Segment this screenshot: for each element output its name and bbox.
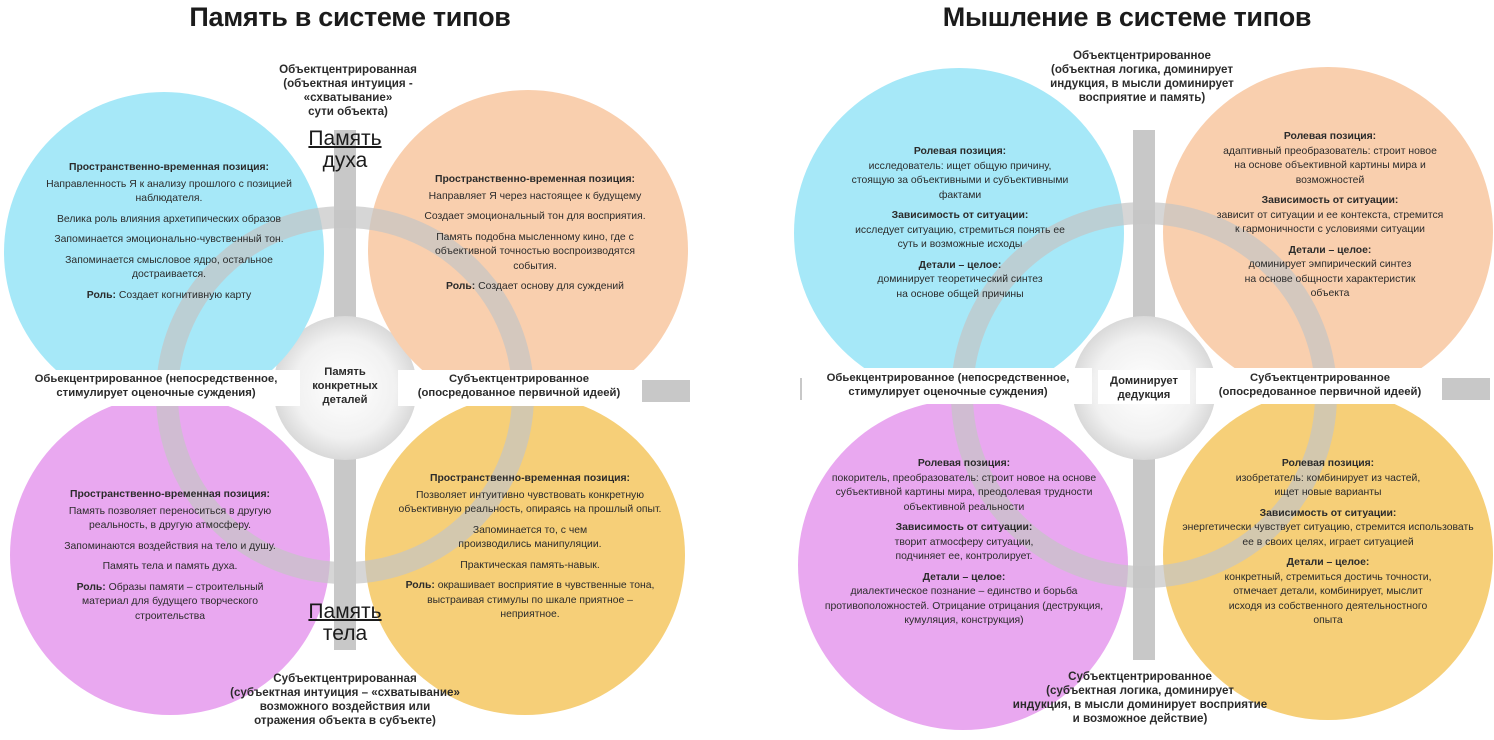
top-label-line: (объектная логика, доминирует	[1050, 63, 1234, 76]
quadrant-heading: Пространственно-временная позиция:	[68, 162, 269, 173]
axis-right-line: (опосредованное первичной идеей)	[1218, 386, 1422, 398]
memory-quadrant-bottom-left	[45, 488, 295, 630]
cross-vertical-overlay	[1133, 150, 1155, 210]
axis-left-line: Обьекцентрированное (непосредственное,	[34, 373, 278, 385]
bottom-label-line: индукция, в мысли доминирует восприятие	[1012, 698, 1268, 711]
spirit-memory-line: духа	[322, 149, 368, 172]
thinking-axis-right	[1196, 371, 1444, 399]
quadrant-role	[400, 280, 670, 295]
body-memory-label	[300, 601, 390, 645]
thinking-quadrant-bottom-right	[1180, 457, 1476, 635]
bottom-label-line: возможного воздействия или	[259, 700, 431, 713]
axis-right-line: (опосредованное первичной идеей)	[417, 387, 621, 399]
role-label: Роль:	[86, 289, 117, 301]
center-line: деталей	[322, 394, 368, 406]
quadrant-item: Память позволяет переноситься в другую реальность, в другую атмосферу.	[68, 505, 272, 531]
quadrant-text: доминирует эмпирический синтез на основе общности характеристик объекта	[1244, 259, 1416, 299]
top-label-line: индукция, в мысли доминирует	[1050, 77, 1234, 90]
axis-left-line: Обьекцентрированное (непосредственное,	[826, 372, 1070, 384]
memory-title: Память в системе типов	[189, 2, 511, 32]
memory-center-label	[300, 365, 390, 407]
body-memory-line: Память	[308, 600, 382, 623]
memory-diagram-panel	[0, 0, 700, 740]
quadrant-item: Велика роль влияния архетипических образов	[56, 213, 282, 225]
memory-quadrant-top-left	[40, 161, 298, 309]
top-label-line: (объектная интуиция -	[283, 77, 413, 90]
role-label: Роль:	[405, 580, 435, 591]
quadrant-heading: Зависимость от ситуации:	[895, 522, 1033, 533]
quadrant-role	[45, 581, 295, 625]
quadrant-text: адаптивный преобразователь: строит новое на основе объективной картины мира и возможностей	[1223, 145, 1437, 186]
quadrant-text: зависит от ситуации и ее контекста, стремится к гармоничности с условиями ситуации	[1216, 209, 1444, 235]
cross-vertical-overlay-bottom	[334, 470, 356, 600]
quadrant-text: покоритель, преобразователь: строит новое на основе субъективной картины мира, преодолевая трудности объективной реальности	[831, 472, 1097, 513]
quadrant-text: доминирует теоретический синтез на основе общей причины	[877, 274, 1043, 300]
quadrant-text: исследует ситуацию, стремиться понять ее суть и возможные исходы	[855, 224, 1065, 250]
quadrant-item: Позволяет интуитивно чувствовать конкретную объективную реальность, опираясь на прошлый опыт.	[398, 489, 662, 515]
center-line: конкретных	[312, 380, 378, 392]
thinking-top-label	[1022, 49, 1262, 105]
memory-quadrant-top-right	[400, 173, 670, 301]
quadrant-heading: Пространственно-временная позиция:	[69, 489, 270, 500]
spirit-memory-line: Память	[308, 127, 382, 150]
quadrant-heading: Детали – целое:	[1288, 244, 1372, 256]
quadrant-text: исследователь: ищет общую причину, стоящую за объективными и субъективными фактами	[851, 160, 1069, 201]
quadrant-text: творит атмосферу ситуации, подчиняет ее, контролирует.	[894, 536, 1034, 562]
bottom-label-line: Субъектцентрированная	[273, 672, 417, 685]
quadrant-heading: Пространственно-временная позиция:	[434, 174, 635, 185]
quadrant-heading: Зависимость от ситуации:	[1261, 195, 1399, 206]
memory-bottom-label	[200, 672, 490, 728]
memory-axis-right	[396, 372, 642, 400]
quadrant-item: Практическая память-навык.	[460, 559, 600, 571]
quadrant-text: конкретный, стремиться достичь точности, отмечает детали, комбинирует, мыслит исходя из собственного деятельностного опыта	[1224, 571, 1432, 626]
quadrant-heading: Детали – целое:	[1286, 557, 1370, 568]
quadrant-item: Создает эмоциональный тон для восприятия.	[424, 211, 646, 222]
quadrant-item: Запоминаются воздействия на тело и душу.	[64, 540, 276, 552]
memory-axis-left	[10, 372, 302, 400]
quadrant-text: изобретатель: комбинирует из частей, ищет новые варианты	[1235, 472, 1421, 498]
bottom-label-line: (субъектная интуиция – «схватывание»	[230, 686, 460, 699]
axis-left-line: стимулирует оценочные суждения)	[56, 387, 256, 399]
memory-quadrant-bottom-right	[398, 472, 662, 629]
role-text: Образы памяти – строительный материал для будущего творческого строительства	[82, 581, 264, 622]
axis-right-line: Субъектцентрированное	[448, 373, 590, 385]
bottom-label-line: и возможное действие)	[1072, 712, 1208, 725]
top-label-line: «схватывание»	[303, 91, 393, 104]
bottom-label-line: отражения объекта в субъекте)	[254, 714, 436, 727]
quadrant-heading: Детали – целое:	[918, 259, 1002, 271]
role-text: Создает основу для суждений	[478, 281, 624, 292]
thinking-title: Мышление в системе типов	[942, 2, 1312, 32]
quadrant-item: Запоминается эмоционально-чувственный тон.	[54, 234, 284, 245]
thinking-center-label	[1098, 374, 1190, 402]
role-text: окрашивает восприятие в чувственные тона, выстраивая стимулы по шкале приятное – неприятное.	[427, 580, 655, 620]
top-label-line: Объектцентрированное	[1073, 49, 1211, 62]
body-memory-line: тела	[322, 622, 368, 645]
quadrant-heading: Ролевая позиция:	[917, 458, 1011, 469]
thinking-quadrant-bottom-left	[816, 457, 1112, 635]
quadrant-heading: Пространственно-временная позиция:	[429, 473, 630, 484]
top-label-line: сути объекта)	[308, 105, 388, 118]
thinking-diagram-panel	[760, 0, 1494, 740]
quadrant-heading: Ролевая позиция:	[1281, 458, 1375, 469]
center-line: дедукция	[1117, 389, 1171, 401]
quadrant-heading: Ролевая позиция:	[1283, 131, 1377, 142]
thinking-axis-left	[802, 371, 1094, 399]
quadrant-item: Направляет Я через настоящее к будущему	[428, 190, 642, 202]
center-line: Память	[324, 366, 366, 378]
quadrant-text: диалектическое познание – единство и борьба противоположностей. Отрицание отрицания (деструкция, кумуляция, конструкция)	[824, 586, 1104, 626]
role-label: Роль:	[446, 281, 476, 292]
top-label-line: Объектцентрированная	[279, 63, 417, 76]
thinking-bottom-label	[980, 670, 1300, 726]
axis-right-line: Субъектцентрированное	[1249, 372, 1391, 384]
quadrant-item: Направленность Я к анализу прошлого с позицией наблюдателя.	[46, 178, 292, 204]
quadrant-role	[40, 289, 298, 304]
thinking-quadrant-top-right	[1204, 130, 1456, 308]
bottom-label-line: Субъектцентрированное	[1068, 670, 1212, 683]
quadrant-item: Память тела и память духа.	[102, 561, 238, 572]
quadrant-heading: Зависимость от ситуации:	[891, 210, 1029, 221]
axis-left-line: стимулирует оценочные суждения)	[848, 386, 1048, 398]
thinking-quadrant-top-left	[836, 145, 1084, 308]
quadrant-heading: Ролевая позиция:	[913, 146, 1007, 157]
role-text: Создает когнитивную карту	[118, 289, 252, 301]
quadrant-text: энергетически чувствует ситуацию, стремится использовать ее в своих целях, играет ситуацией	[1182, 522, 1474, 548]
center-line: Доминирует	[1110, 375, 1178, 387]
quadrant-role	[398, 579, 662, 623]
quadrant-item: Запоминается смысловое ядро, остальное достраивается.	[65, 254, 273, 280]
memory-top-label	[258, 63, 438, 119]
quadrant-heading: Зависимость от ситуации:	[1259, 507, 1397, 519]
spirit-memory-label	[300, 128, 390, 172]
quadrant-item: Память подобна мысленному кино, где с объективной точностью воспроизводятся события.	[434, 231, 636, 272]
top-label-line: восприятие и память)	[1078, 91, 1206, 104]
quadrant-item: Запоминается то, с чем производились манипуляции.	[458, 524, 602, 550]
bottom-label-line: (субъектная логика, доминирует	[1046, 684, 1234, 697]
quadrant-heading: Детали – целое:	[922, 571, 1006, 583]
role-label: Роль:	[76, 581, 106, 593]
